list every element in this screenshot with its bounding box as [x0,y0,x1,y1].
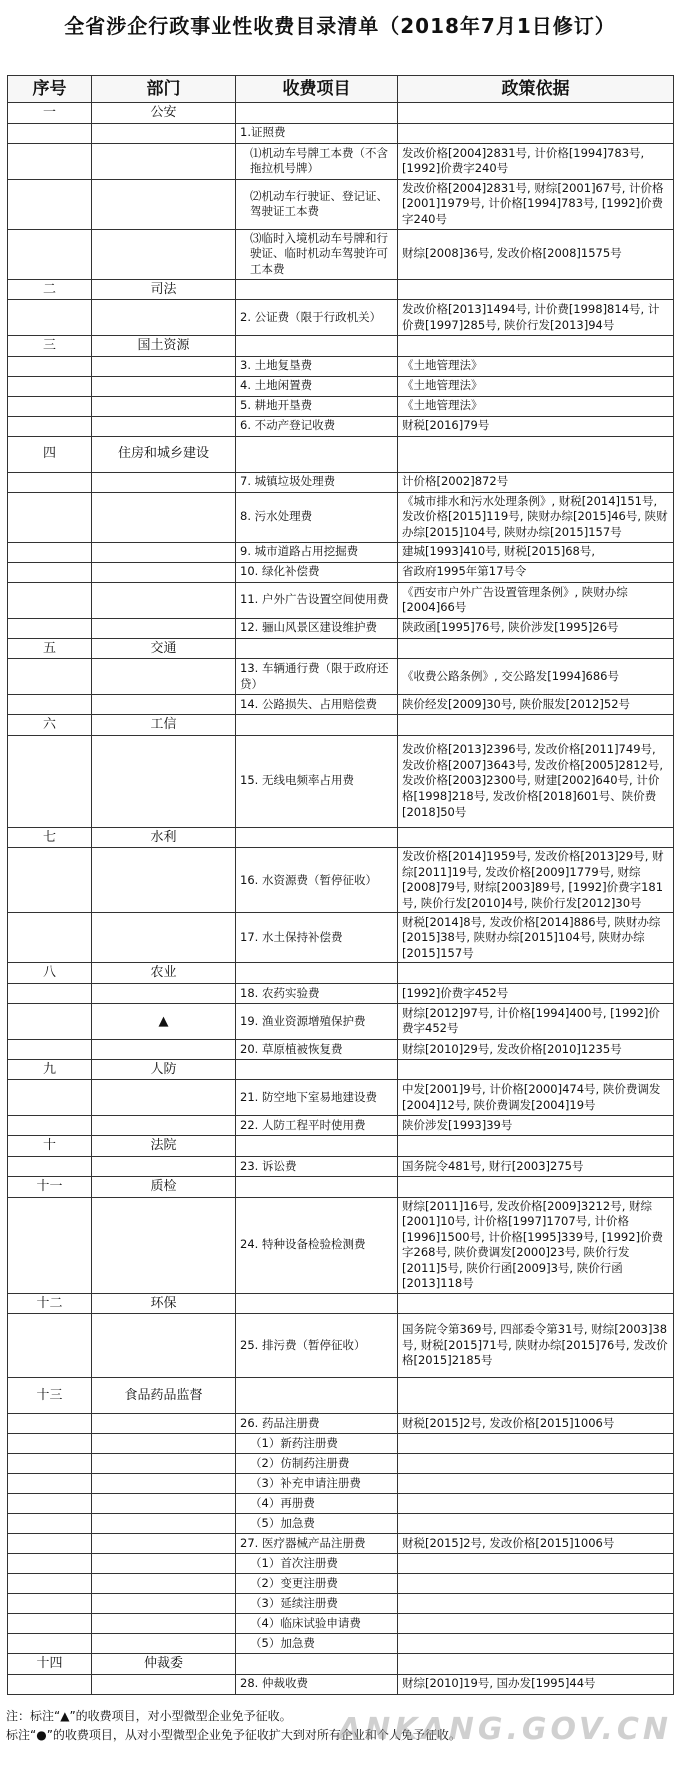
row-policy-basis: 财综[2008]36号, 发改价格[2008]1575号 [398,229,674,279]
row-policy-basis: 《西安市户外广告设置管理条例》, 陕财办综[2004]66号 [398,582,674,618]
row-department [92,1080,236,1116]
row-department [92,582,236,618]
row-number: 三 [8,336,92,357]
row-number [8,1314,92,1378]
row-department: 国土资源 [92,336,236,357]
row-number [8,376,92,396]
row-policy-basis: 国务院令481号, 财行[2003]275号 [398,1156,674,1176]
row-number [8,1514,92,1534]
row-fee-item [236,1654,398,1675]
row-department [92,618,236,638]
table-row [8,1003,674,1039]
table-row [8,1654,674,1675]
table-row [8,436,674,472]
row-number [8,300,92,336]
row-fee-item [236,336,398,357]
table-row [8,472,674,492]
row-number [8,1116,92,1136]
row-department [92,1474,236,1494]
row-number [8,1674,92,1694]
row-department [92,1594,236,1614]
row-fee-item: （5）加急费 [236,1514,398,1534]
row-department: 交通 [92,638,236,659]
row-policy-basis [398,123,674,143]
row-department [92,143,236,179]
row-fee-item: 17. 水土保持补偿费 [236,913,398,963]
table-row [8,1176,674,1197]
table-row [8,492,674,542]
table-row [8,1080,674,1116]
row-fee-item: （4）临床试验申请费 [236,1614,398,1634]
row-policy-basis: 财综[2012]97号, 计价格[1994]400号, [1992]价费字452号 [398,1003,674,1039]
row-policy-basis: 发改价格[2004]2831号, 财综[2001]67号, 计价格[2001]1979号, 计价格[1994]783号, [1992]价费字240号 [398,179,674,229]
row-fee-item: （1）新药注册费 [236,1434,398,1454]
row-department [92,735,236,827]
row-policy-basis [398,1574,674,1594]
row-fee-item: （2）仿制药注册费 [236,1454,398,1474]
table-row [8,1454,674,1474]
row-fee-item [236,1176,398,1197]
row-department: 仲裁委 [92,1654,236,1675]
row-fee-item: 25. 排污费（暂停征收） [236,1314,398,1378]
table-row [8,396,674,416]
row-policy-basis [398,1554,674,1574]
row-number [8,1574,92,1594]
row-policy-basis: 发改价格[2013]2396号, 发改价格[2011]749号, 发改价格[2007]3643号, 发改价格[2005]2812号, 发改价格[2003]2300号, 财建[2002]640号, 计价格[1998]218号, 发改价格[2018]601号、陕价费[2018]50号 [398,735,674,827]
row-department [92,1039,236,1059]
row-department [92,1454,236,1474]
row-fee-item: 10. 绿化补偿费 [236,562,398,582]
row-policy-basis [398,1378,674,1414]
row-number [8,913,92,963]
row-number: 二 [8,279,92,300]
row-department [92,1554,236,1574]
note-line: 注：标注“▲”的收费项目，对小型微型企业免予征收。 [6,1709,292,1723]
table-row [8,416,674,436]
table-row [8,123,674,143]
table-row [8,1197,674,1293]
row-fee-item [236,279,398,300]
row-number [8,1634,92,1654]
table-row [8,1378,674,1414]
row-fee-item: 21. 防空地下室易地建设费 [236,1080,398,1116]
row-department [92,983,236,1003]
table-row [8,1116,674,1136]
row-number [8,492,92,542]
row-department: 水利 [92,827,236,848]
table-row [8,103,674,124]
row-department [92,179,236,229]
row-number [8,1039,92,1059]
row-policy-basis [398,1514,674,1534]
row-department [92,1314,236,1378]
row-department [92,300,236,336]
row-department [92,913,236,963]
table-row [8,1434,674,1454]
row-department [92,1156,236,1176]
row-department: 人防 [92,1059,236,1080]
row-number [8,123,92,143]
row-department [92,659,236,695]
row-number: 七 [8,827,92,848]
row-policy-basis: 发改价格[2004]2831号, 计价格[1994]783号, [1992]价费字240号 [398,143,674,179]
row-fee-item [236,1378,398,1414]
row-policy-basis [398,1176,674,1197]
row-number [8,1594,92,1614]
row-number [8,1156,92,1176]
row-fee-item: （3）补充申请注册费 [236,1474,398,1494]
row-fee-item: 4. 土地闲置费 [236,376,398,396]
row-policy-basis [398,638,674,659]
row-number [8,618,92,638]
row-policy-basis [398,1594,674,1614]
table-row [8,695,674,715]
row-fee-item [236,827,398,848]
row-number [8,562,92,582]
row-number [8,1454,92,1474]
row-department: ▲ [92,1003,236,1039]
row-number [8,542,92,562]
row-number [8,1534,92,1554]
row-policy-basis: 财综[2010]19号, 国办发[1995]44号 [398,1674,674,1694]
table-row [8,1594,674,1614]
watermark: ANKANG.GOV.CN [337,1712,672,1747]
row-number: 十三 [8,1378,92,1414]
row-department [92,1534,236,1554]
row-department: 工信 [92,715,236,736]
table-row [8,1293,674,1314]
row-policy-basis: 财税[2014]8号, 发改价格[2014]886号, 陕财办综[2015]38号, 陕财办综[2015]104号, 陕财办综[2015]157号 [398,913,674,963]
row-fee-item: 1.证照费 [236,123,398,143]
row-policy-basis: 《土地管理法》 [398,356,674,376]
row-department [92,376,236,396]
table-row [8,1156,674,1176]
row-number [8,472,92,492]
table-row [8,376,674,396]
row-department [92,356,236,376]
header-department: 部门 [92,76,236,103]
row-number: 十 [8,1136,92,1157]
row-fee-item [236,715,398,736]
row-number [8,143,92,179]
table-row [8,279,674,300]
row-policy-basis [398,1293,674,1314]
row-policy-basis: 财综[2010]29号, 发改价格[2010]1235号 [398,1039,674,1059]
row-policy-basis [398,336,674,357]
row-policy-basis: 财税[2015]2号, 发改价格[2015]1006号 [398,1534,674,1554]
table-row [8,542,674,562]
row-policy-basis [398,436,674,472]
row-policy-basis: 陕价涉发[1993]39号 [398,1116,674,1136]
row-policy-basis: 发改价格[2014]1959号, 发改价格[2013]29号, 财综[2011]19号, 发改价格[2009]1779号, 财综[2008]79号, 财综[2003]89号, [1992]价费字181号, 陕价行发[2010]4号, 陕价行发[2012]30号 [398,848,674,913]
row-department [92,1674,236,1694]
row-fee-item: 13. 车辆通行费（限于政府还贷） [236,659,398,695]
table-row [8,1634,674,1654]
row-policy-basis [398,827,674,848]
table-row [8,827,674,848]
table-row [8,562,674,582]
table-row [8,229,674,279]
row-number [8,848,92,913]
row-policy-basis: 财税[2015]2号, 发改价格[2015]1006号 [398,1414,674,1434]
row-fee-item: 19. 渔业资源增殖保护费 [236,1003,398,1039]
row-number: 五 [8,638,92,659]
table-row [8,1039,674,1059]
table-row [8,1554,674,1574]
table-row [8,983,674,1003]
row-policy-basis: 财综[2011]16号, 发改价格[2009]3212号, 财综[2001]10号, 计价格[1997]1707号, 计价格[1996]1500号, 计价格[1995]339号, [1992]价费字268号, 陕价费调发[2000]23号, 陕价行发[2011]5号, 陕价行函[2009]3号, 陕价行函[2013]118号 [398,1197,674,1293]
table-row [8,300,674,336]
row-number [8,582,92,618]
row-fee-item [236,1293,398,1314]
row-department [92,396,236,416]
table-row [8,1474,674,1494]
row-policy-basis [398,103,674,124]
row-department: 质检 [92,1176,236,1197]
row-fee-item: （2）变更注册费 [236,1574,398,1594]
row-department [92,1614,236,1634]
row-fee-item: ⑵机动车行驶证、登记证、驾驶证工本费 [236,179,398,229]
header-no: 序号 [8,76,92,103]
row-policy-basis: 中发[2001]9号, 计价格[2000]474号, 陕价费调发[2004]12号, 陕价费调发[2004]19号 [398,1080,674,1116]
row-number: 六 [8,715,92,736]
row-fee-item: 18. 农药实验费 [236,983,398,1003]
row-policy-basis: 建城[1993]410号, 财税[2015]68号, [398,542,674,562]
row-policy-basis [398,1454,674,1474]
row-fee-item: 16. 水资源费（暂停征收） [236,848,398,913]
row-number: 十四 [8,1654,92,1675]
row-number [8,1554,92,1574]
row-number [8,1614,92,1634]
row-policy-basis: 国务院令第369号, 四部委令第31号, 财综[2003]38号, 财税[2015]71号, 陕财办综[2015]76号, 发改价格[2015]2185号 [398,1314,674,1378]
notes [6,1707,676,1745]
row-department [92,1414,236,1434]
row-number: 十二 [8,1293,92,1314]
row-number [8,356,92,376]
row-number [8,983,92,1003]
row-policy-basis: 计价格[2002]872号 [398,472,674,492]
table-row [8,659,674,695]
row-department: 司法 [92,279,236,300]
row-number [8,1003,92,1039]
row-department [92,472,236,492]
row-number [8,1197,92,1293]
row-policy-basis: 财税[2016]79号 [398,416,674,436]
row-number [8,1474,92,1494]
row-department [92,123,236,143]
row-fee-item: 6. 不动产登记收费 [236,416,398,436]
table-body [8,103,674,1695]
row-department [92,229,236,279]
row-number [8,416,92,436]
row-fee-item: （1）首次注册费 [236,1554,398,1574]
row-fee-item [236,1059,398,1080]
row-number [8,229,92,279]
row-department: 农业 [92,963,236,984]
table-row [8,1514,674,1534]
row-department: 公安 [92,103,236,124]
row-fee-item: 15. 无线电频率占用费 [236,735,398,827]
row-fee-item: 27. 医疗器械产品注册费 [236,1534,398,1554]
row-fee-item: 11. 户外广告设置空间使用费 [236,582,398,618]
table-row [8,143,674,179]
table-row [8,1314,674,1378]
row-policy-basis [398,1494,674,1514]
row-number: 四 [8,436,92,472]
row-fee-item: ⑴机动车号牌工本费（不含拖拉机号牌） [236,143,398,179]
table-row [8,336,674,357]
row-number: 九 [8,1059,92,1080]
table-row [8,356,674,376]
row-policy-basis: [1992]价费字452号 [398,983,674,1003]
table-row [8,1574,674,1594]
row-policy-basis: 省政府1995年第17号令 [398,562,674,582]
row-department [92,416,236,436]
row-fee-item: 2. 公证费（限于行政机关） [236,300,398,336]
row-fee-item: （3）延续注册费 [236,1594,398,1614]
row-department [92,1574,236,1594]
row-policy-basis: 陕价经发[2009]30号, 陕价服发[2012]52号 [398,695,674,715]
row-policy-basis [398,963,674,984]
table-row [8,1494,674,1514]
row-policy-basis [398,1434,674,1454]
row-policy-basis: 发改价格[2013]1494号, 计价费[1998]814号, 计价费[1997]285号, 陕价行发[2013]94号 [398,300,674,336]
note-line: 标注“●”的收费项目，从对小型微型企业免予征收扩大到对所有企业和个人免予征收。 [6,1728,461,1743]
table-row [8,1136,674,1157]
row-policy-basis [398,279,674,300]
table-row [8,1059,674,1080]
row-fee-item: 20. 草原植被恢复费 [236,1039,398,1059]
table-row [8,638,674,659]
table-row [8,1614,674,1634]
row-fee-item: 23. 诉讼费 [236,1156,398,1176]
table-row [8,735,674,827]
fee-table [7,75,674,1695]
table-row [8,848,674,913]
row-number [8,1494,92,1514]
table-header-row [8,76,674,103]
row-fee-item: 9. 城市道路占用挖掘费 [236,542,398,562]
table-row [8,1414,674,1434]
row-number [8,695,92,715]
header-policy-basis: 政策依据 [398,76,674,103]
table-row [8,179,674,229]
row-number [8,396,92,416]
row-department [92,695,236,715]
row-fee-item: ⑶临时入境机动车号牌和行驶证、临时机动车驾驶许可工本费 [236,229,398,279]
row-number: 八 [8,963,92,984]
row-department [92,1197,236,1293]
row-department [92,562,236,582]
row-fee-item: 26. 药品注册费 [236,1414,398,1434]
row-policy-basis: 《收费公路条例》, 交公路发[1994]686号 [398,659,674,695]
row-number [8,735,92,827]
row-fee-item: 22. 人防工程平时使用费 [236,1116,398,1136]
row-number [8,179,92,229]
table-row [8,963,674,984]
row-department: 食品药品监督 [92,1378,236,1414]
row-department [92,492,236,542]
row-number: 一 [8,103,92,124]
row-fee-item: 12. 骊山风景区建设维护费 [236,618,398,638]
row-fee-item: （5）加急费 [236,1634,398,1654]
row-policy-basis: 《土地管理法》 [398,376,674,396]
row-fee-item: 5. 耕地开垦费 [236,396,398,416]
page-title: 全省涉企行政事业性收费目录清单（2018年7月1日修订） [64,14,616,38]
row-policy-basis: 《城市排水和污水处理条例》, 财税[2014]151号, 发改价格[2015]119号, 陕财办综[2015]46号, 陕财办综[2015]104号, 陕财办综[2015]157号 [398,492,674,542]
row-fee-item [236,638,398,659]
row-number [8,1080,92,1116]
row-policy-basis [398,1634,674,1654]
table-row [8,913,674,963]
row-policy-basis [398,1059,674,1080]
row-policy-basis [398,715,674,736]
row-department [92,1116,236,1136]
row-number [8,1434,92,1454]
row-policy-basis [398,1654,674,1675]
row-fee-item: 3. 土地复垦费 [236,356,398,376]
table-row [8,1674,674,1694]
row-policy-basis [398,1474,674,1494]
row-policy-basis: 《土地管理法》 [398,396,674,416]
row-department: 住房和城乡建设 [92,436,236,472]
row-fee-item [236,1136,398,1157]
row-department [92,848,236,913]
table-row [8,618,674,638]
row-fee-item [236,436,398,472]
row-department [92,1634,236,1654]
row-fee-item: 14. 公路损失、占用赔偿费 [236,695,398,715]
row-policy-basis [398,1136,674,1157]
row-fee-item: （4）再册费 [236,1494,398,1514]
row-policy-basis [398,1614,674,1634]
row-number [8,659,92,695]
row-department [92,1434,236,1454]
row-department [92,1514,236,1534]
row-fee-item: 8. 污水处理费 [236,492,398,542]
table-row [8,582,674,618]
row-number: 十一 [8,1176,92,1197]
header-fee-item: 收费项目 [236,76,398,103]
row-department: 环保 [92,1293,236,1314]
row-fee-item [236,963,398,984]
row-department: 法院 [92,1136,236,1157]
row-fee-item [236,103,398,124]
row-fee-item: 24. 特种设备检验检测费 [236,1197,398,1293]
table-row [8,715,674,736]
row-department [92,1494,236,1514]
row-fee-item: 7. 城镇垃圾处理费 [236,472,398,492]
row-policy-basis: 陕政函[1995]76号, 陕价涉发[1995]26号 [398,618,674,638]
table-row [8,1534,674,1554]
row-fee-item: 28. 仲裁收费 [236,1674,398,1694]
row-department [92,542,236,562]
row-number [8,1414,92,1434]
